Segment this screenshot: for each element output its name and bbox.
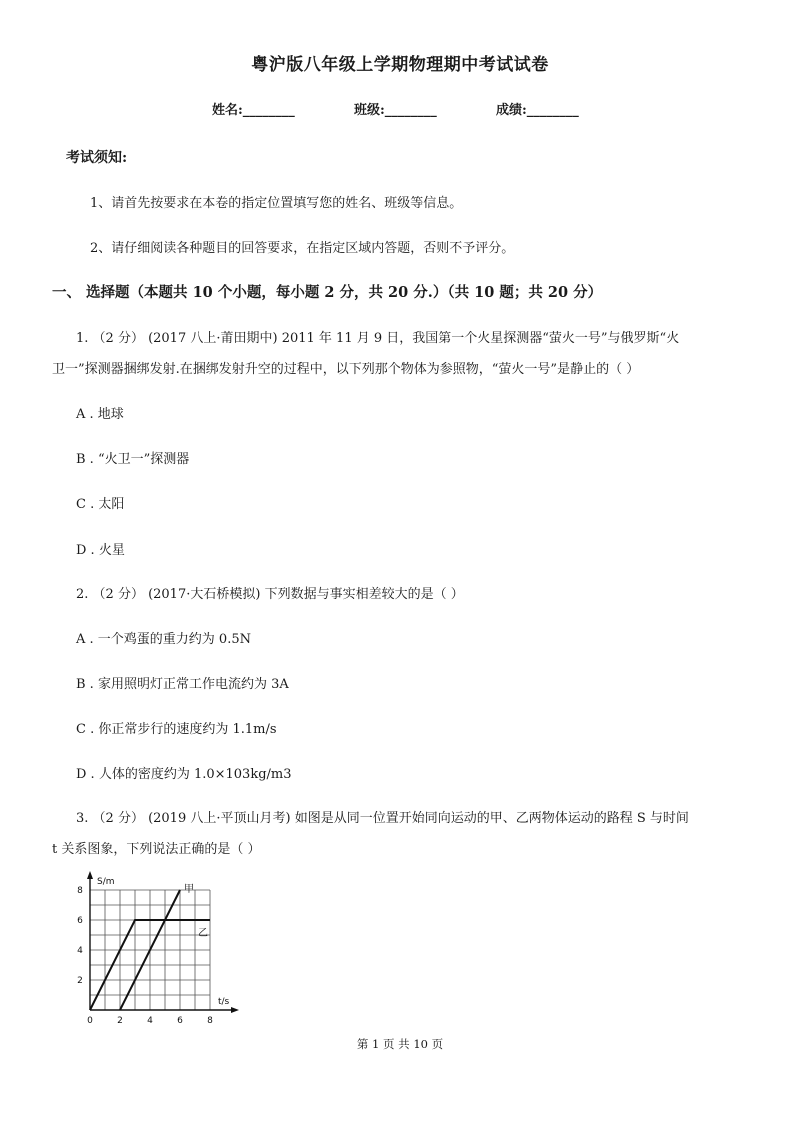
question-2-option-d[interactable]: D . 人体的密度约为 1.0×103kg/m3	[76, 767, 292, 782]
chart-labels	[77, 877, 229, 1026]
distance-time-graph	[66, 868, 246, 1028]
x-tick-label: 8	[207, 1016, 213, 1026]
x-axis-label: t/s	[218, 997, 230, 1007]
section-heading: 一、 选择题（本题共 10 个小题，每小题 2 分，共 20 分.）（共 10 题；共 20 分）	[52, 284, 603, 301]
question-1-option-c[interactable]: C . 太阳	[76, 497, 125, 512]
series-name-label-2: 乙	[198, 928, 208, 939]
y-tick-label: 2	[77, 976, 83, 986]
question-2-option-a[interactable]: A . 一个鸡蛋的重力约为 0.5N	[76, 632, 251, 647]
question-2-option-b[interactable]: B . 家用照明灯正常工作电流约为 3A	[76, 677, 289, 692]
question-1-line-1: 1. （2 分） (2017 八上·莆田期中) 2011 年 11 月 9 日，我国第一个火星探测器“萤火一号”与俄罗斯“火	[76, 331, 680, 346]
question-2-option-c[interactable]: C . 你正常步行的速度约为 1.1m/s	[76, 722, 277, 737]
score-field[interactable]: 成绩:________	[496, 103, 579, 118]
question-3-line-1: 3. （2 分） (2019 八上·平顶山月考) 如图是从同一位置开始同向运动的甲、乙两物体运动的路程 S 与时间	[76, 811, 689, 826]
question-1-option-b[interactable]: B . “火卫一”探测器	[76, 452, 190, 467]
notice-heading: 考试须知:	[66, 150, 128, 166]
y-tick-label: 6	[77, 916, 83, 926]
notice-item-2: 2、请仔细阅读各种题目的回答要求，在指定区域内答题，否则不予评分。	[90, 241, 515, 256]
question-3-line-2: t 关系图象，下列说法正确的是（ ）	[52, 842, 261, 857]
question-2-line-1: 2. （2 分） (2017·大石桥模拟) 下列数据与事实相差较大的是（ ）	[76, 587, 464, 602]
x-tick-label: 6	[177, 1016, 183, 1026]
x-axis-arrow	[231, 1007, 239, 1013]
chart-axes	[87, 871, 239, 1013]
y-axis-arrow	[87, 871, 93, 879]
page-title: 粤沪版八年级上学期物理期中考试试卷	[251, 55, 549, 75]
y-tick-label: 4	[77, 946, 83, 956]
page-footer: 第 1 页 共 10 页	[356, 1037, 444, 1051]
y-axis-label: S/m	[97, 877, 115, 887]
x-tick-label: 2	[117, 1016, 123, 1026]
x-tick-label: 0	[87, 1016, 93, 1026]
series-name-label-1: 甲	[184, 884, 194, 895]
question-1-line-2: 卫一”探测器捆绑发射.在捆绑发射升空的过程中，以下列那个物体为参照物，“萤火一号”是静止的（ ）	[52, 362, 640, 377]
question-1-option-a[interactable]: A . 地球	[76, 407, 124, 422]
question-1-option-d[interactable]: D . 火星	[76, 543, 125, 558]
x-tick-label: 4	[147, 1016, 153, 1026]
name-field[interactable]: 姓名:________	[212, 103, 295, 118]
class-field[interactable]: 班级:________	[354, 103, 437, 118]
notice-item-1: 1、请首先按要求在本卷的指定位置填写您的姓名、班级等信息。	[90, 196, 463, 211]
y-tick-label: 8	[77, 886, 83, 896]
